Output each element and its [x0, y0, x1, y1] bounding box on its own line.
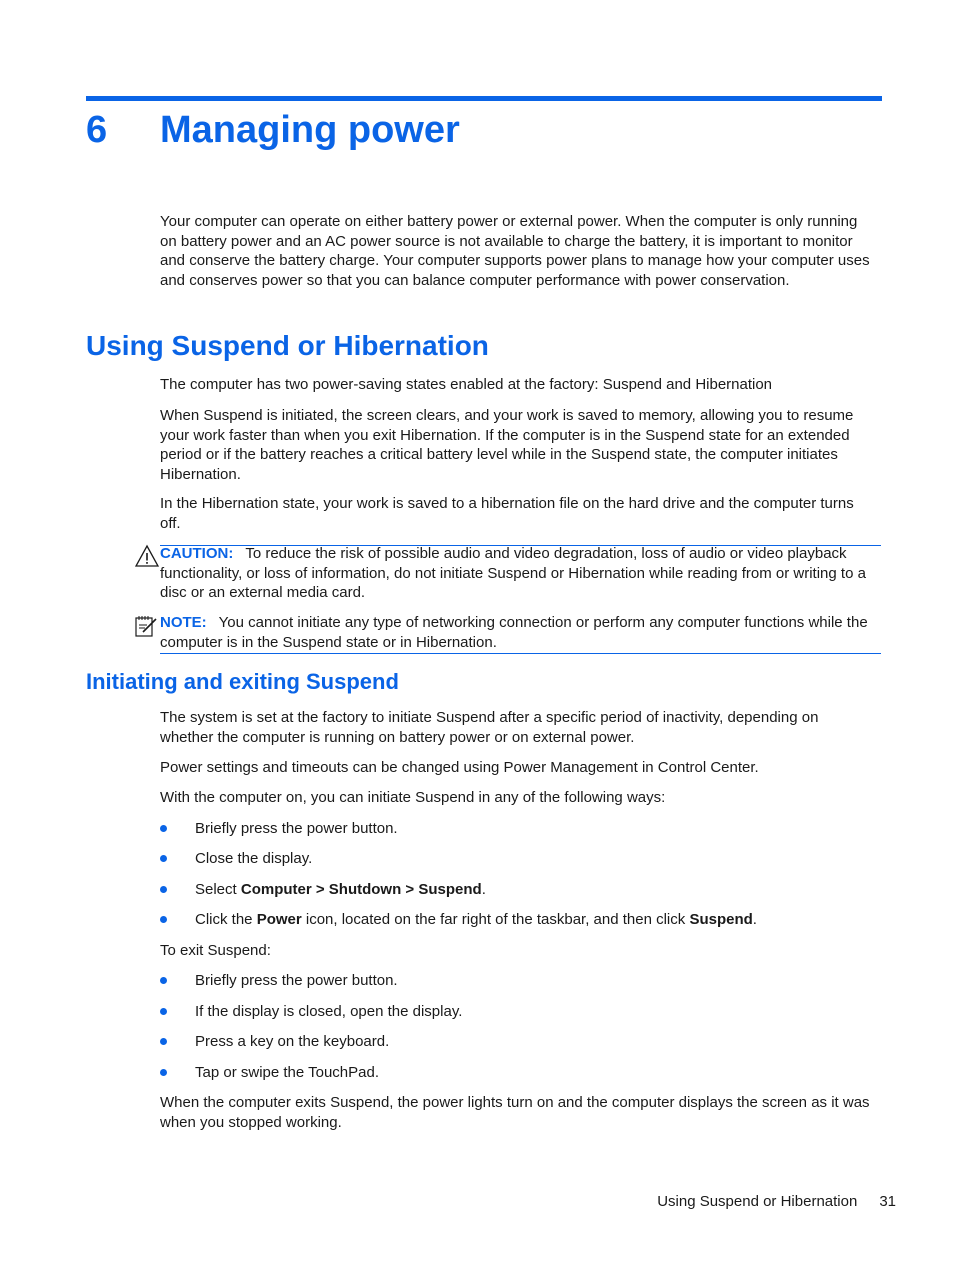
subsection-para-3: With the computer on, you can initiate Suspend in any of the following ways:: [160, 789, 666, 806]
bullet-icon: [160, 855, 167, 862]
caution-notice: [160, 544, 872, 603]
page-number: 31: [879, 1193, 896, 1210]
menu-path: Computer > Shutdown > Suspend: [240, 881, 482, 898]
chapter-intro: Your computer can operate on either battery power or external power. When the computer is only running on battery power and an AC power source is not available to charge the battery, it is important to monitor and conserve the battery charge. Your computer supports power plans to manage how your computer uses and conserves power so that you can balance computer performance with power conservation.: [160, 213, 870, 289]
note-text: You cannot initiate any type of networking connection or perform any computer functions while the computer is in the Suspend state or in Hibernation.: [160, 614, 868, 651]
note-pad-icon: [134, 614, 158, 638]
chapter-rule: [86, 96, 882, 101]
list-item-text: Tap or swipe the TouchPad.: [195, 1064, 380, 1081]
caution-text: To reduce the risk of possible audio and video degradation, loss of audio or video playback functionality, or loss of information, do not initiate Suspend or Hibernation while reading from or writing to a disc or an external media card.: [160, 545, 866, 601]
note-label: NOTE:: [160, 614, 207, 631]
power-term: Power: [256, 911, 302, 928]
note-notice: [160, 613, 872, 652]
list-item: [160, 819, 874, 839]
list-item-text-part: Select: [195, 881, 241, 898]
list-item: [160, 1063, 874, 1083]
list-item-text: Briefly press the power button.: [195, 972, 398, 989]
bullet-icon: [160, 1038, 167, 1045]
page-footer: [657, 1192, 896, 1211]
bullet-icon: [160, 825, 167, 832]
section-para-1: The computer has two power-saving states enabled at the factory: Suspend and Hibernation: [160, 376, 773, 393]
list-item-text: Briefly press the power button.: [195, 820, 398, 837]
list-item-text-part: icon, located on the far right of the taskbar, and then click: [301, 911, 690, 928]
list-item: [160, 1032, 874, 1052]
subsection-para-2: Power settings and timeouts can be changed using Power Management in Control Center.: [160, 759, 759, 776]
suspend-term: Suspend: [689, 911, 753, 928]
bullet-icon: [160, 977, 167, 984]
note-bottom-rule: [160, 653, 881, 654]
bullet-icon: [160, 886, 167, 893]
subsection-heading: Initiating and exiting Suspend: [86, 669, 399, 694]
bullet-icon: [160, 1069, 167, 1076]
list-item-text: [195, 910, 757, 930]
list-item-text: If the display is closed, open the display.: [195, 1003, 463, 1020]
list-item: [160, 910, 874, 930]
chapter-title: [86, 106, 460, 154]
subsection-para-1: The system is set at the factory to initiate Suspend after a specific period of inactivity, depending on whether the computer is running on battery power or on external power.: [160, 709, 819, 746]
exit-intro: To exit Suspend:: [160, 942, 271, 959]
list-item-text-part: Click the: [195, 911, 257, 928]
list-item-text: Close the display.: [195, 850, 313, 867]
caution-label: CAUTION:: [160, 545, 234, 562]
subsection-para-last: When the computer exits Suspend, the power lights turn on and the computer displays the screen as it was when you stopped working.: [160, 1094, 870, 1131]
section-heading: Using Suspend or Hibernation: [86, 330, 489, 361]
section-para-3: In the Hibernation state, your work is saved to a hibernation file on the hard drive and the computer turns off.: [160, 495, 854, 532]
footer-section-name: Using Suspend or Hibernation: [657, 1193, 858, 1210]
list-item: [160, 1002, 874, 1022]
bullet-icon: [160, 1008, 167, 1015]
list-item: [160, 880, 874, 900]
bullet-icon: [160, 916, 167, 923]
list-item-text: Press a key on the keyboard.: [195, 1033, 390, 1050]
chapter-title-text: Managing power: [160, 109, 460, 151]
list-item-text: [195, 880, 486, 900]
list-item-text-part: .: [752, 911, 757, 928]
list-item-text-part: .: [481, 881, 486, 898]
section-para-2: When Suspend is initiated, the screen clears, and your work is saved to memory, allowing you to resume your work faster than when you exit Hibernation. If the computer is in the Suspend state for an extended period or if the battery reaches a critical battery level while in the Suspend state, the computer initiates Hibernation.: [160, 407, 854, 483]
list-item: [160, 849, 874, 869]
warning-triangle-icon: [135, 544, 159, 568]
list-item: [160, 971, 874, 991]
chapter-number: 6: [86, 109, 108, 151]
